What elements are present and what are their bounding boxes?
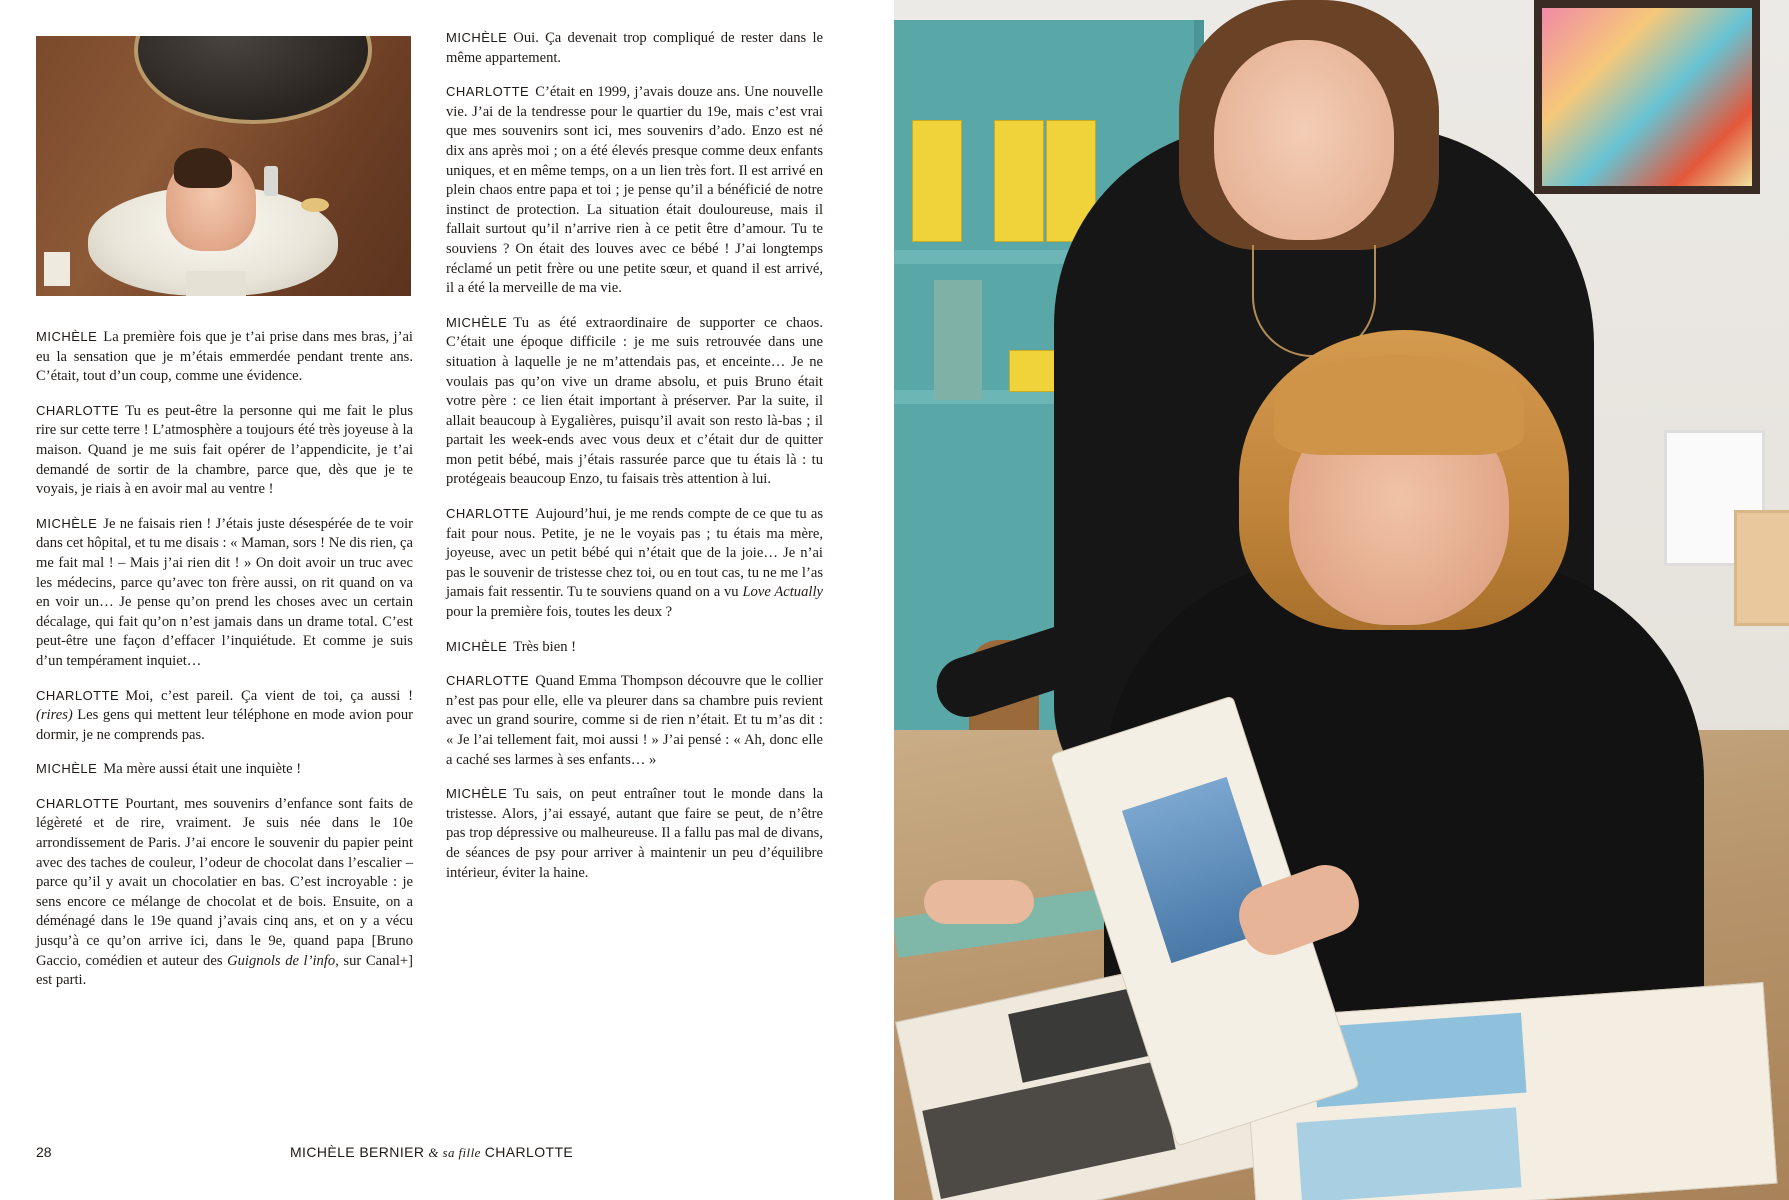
baby-hair (174, 148, 232, 188)
dialogue-paragraph (446, 637, 823, 658)
right-page-photo (894, 0, 1789, 1200)
film-title: Love Actually (742, 584, 823, 601)
speaker-label: MICHÈLE (446, 30, 508, 45)
dialogue-text: Les gens qui mettent leur téléphone en mode avion pour dormir, je ne comprends pas. (36, 707, 413, 743)
dialogue-text: Moi, c’est pareil. Ça vient de toi, ça aussi ! (125, 687, 413, 704)
speaker-label: CHARLOTTE (446, 506, 530, 522)
album-photo (1296, 1107, 1521, 1200)
dialogue-text: pour la première fois, toutes les deux ? (446, 604, 673, 621)
dialogue-text: C’était en 1999, j’avais douze ans. Une nouvelle vie. J’ai de la tendresse pour le quartier du 19e, mais c’est vrai que mes souvenirs sont ici, mes souvenirs d’ado. Enzo est né dix ans après moi ; on a été élevés presque comme deux enfants uniques, et en même temps, on a un lien très fort. Il est arrivé en plein chaos entre papa et toi ; je pense qu’il a bénéficié de notre instinct de protection. La situation était douloureuse, mais il fallait surtout qu’il n’arrive rien à ce petit être d’amour. Tu te souviens ? On était des louves avec ce bébé ! J’ai longtemps réclamé un petit frère ou une petite sœur, et quand il est arrivé, il a été la merveille de ma vie. (446, 84, 823, 297)
dialogue-text: Tu as été extraordinaire de supporter ce chaos. C’était une époque difficile : je me suis retrouvée dans une situation à laquelle je ne m’attendais pas, et enceinte… Je ne voulais pas qu’on vive un drame absolu, et puis Bruno était votre père : ce lien était important à préserver. Par la suite, il allait beaucoup à Eygalières, puisqu’il avait son resto là-bas ; il partait les week-ends avec vous deux et c’était dur de quitter mon petit bébé, mais j’étais rassurée parce que tu étais là : tu protégeais beaucoup Enzo, tu faisais très attention à lui. (446, 314, 823, 488)
text-column-left (36, 327, 413, 1005)
stage-direction: (rires) (36, 707, 73, 724)
yellow-binder (994, 120, 1044, 242)
speaker-label: CHARLOTTE (36, 402, 120, 418)
dialogue-text: Aujourd’hui, je me rends compte de ce que tu as fait pour nous. Petite, je ne le voyais pas ; tu étais ma mère, joyeuse, avec un petit bébé qui n’était que de la joie… Je n’ai pas le souvenir de tristesse chez toi, ou en tout cas, tu ne me l’as jamais fait ressentir. Tu te souviens quand on a vu (446, 506, 823, 601)
dialogue-text: Tu sais, on peut entraîner tout le monde dans la tristesse. Alors, j’ai essayé, autant que faire se peut, de n’être pas trop dépressive ou malheureuse. Il a fallu pas mal de divans, de séances de psy pour arriver à maintenir un peu d’équilibre intérieur, éviter la haine. (446, 786, 823, 881)
dialogue-text: Très bien ! (513, 638, 576, 655)
paper-roll (44, 252, 70, 286)
left-page (0, 0, 894, 1200)
speaker-label: CHARLOTTE (36, 795, 120, 811)
speaker-label: MICHÈLE (36, 761, 98, 777)
speaker-label: CHARLOTTE (36, 687, 120, 703)
dialogue-paragraph (36, 514, 413, 672)
childhood-bath-photo (36, 36, 411, 296)
speaker-label: CHARLOTTE (446, 673, 530, 689)
speaker-label: MICHÈLE (36, 329, 98, 344)
photo-frames (1664, 430, 1789, 650)
standing-woman-face (1214, 40, 1394, 240)
mirror (134, 36, 372, 124)
basin-pedestal (186, 271, 246, 296)
dialogue-text: La première fois que je t’ai prise dans mes bras, j’ai eu la sensation que je m’étais emmerdée pendant trente ans. C’était, tout d’un coup, comme une évidence. (36, 329, 413, 385)
yellow-box (1009, 350, 1059, 392)
yellow-binder (912, 120, 962, 242)
dialogue-paragraph (446, 82, 823, 299)
dialogue-paragraph (446, 784, 823, 883)
dialogue-paragraph (446, 313, 823, 490)
speaker-label: MICHÈLE (36, 515, 98, 531)
dialogue-paragraph (36, 327, 413, 387)
running-title (290, 1144, 573, 1161)
dialogue-text: Oui. Ça devenait trop compliqué de rester dans le même appartement. (446, 30, 823, 66)
storage-box (934, 280, 982, 400)
dialogue-paragraph (36, 759, 413, 780)
photo-frame (1734, 510, 1789, 626)
dialogue-text: Je ne faisais rien ! J’étais juste désespérée de te voir dans cet hôpital, et tu me disais : « Maman, sors ! Ne dis rien, ça me fait mal ! – Mais j’ai rien dit ! » On doit avoir un truc avec les médecins, parce qu’avec ton frère aussi, on rit quand on va en voir un… Je pense qu’on prend les choses avec un certain décalage, qui fait qu’on n’est jamais dans un drame total. C’est peut-être une façon d’effacer l’inquiétude. Et comme je suis d’un tempérament inquiet… (36, 515, 413, 669)
standing-woman-hand (924, 880, 1034, 924)
dialogue-text: Quand Emma Thompson découvre que le collier n’est pas pour elle, elle va pleurer dans sa chambre puis revient avec un grand sourire, comme si de rien n’était. Et tu m’as dit : « Je l’ai tellement fait, moi aussi ! » J’ai pensé : « Ah, donc elle a caché ses larmes à ses enfants… » (446, 673, 823, 768)
show-title: Guignols de l’info (227, 952, 336, 969)
dialogue-paragraph (36, 401, 413, 500)
page-number: 28 (36, 1144, 52, 1160)
speaker-label: MICHÈLE (446, 638, 508, 654)
running-title-name: MICHÈLE BERNIER (290, 1144, 425, 1160)
soap (301, 198, 329, 212)
dialogue-paragraph (446, 504, 823, 623)
dialogue-paragraph (446, 28, 823, 68)
dialogue-text: , sur Canal+] est parti. (36, 952, 413, 989)
colorful-painting (1534, 0, 1760, 194)
running-title-connector: & sa fille (428, 1145, 481, 1160)
dialogue-paragraph (36, 794, 413, 991)
speaker-label: MICHÈLE (446, 314, 508, 330)
dialogue-text: Tu es peut-être la personne qui me fait le plus rire sur cette terre ! L’atmosphère a toujours été très joyeuse à la maison. Quand je me suis fait opérer de l’appendicite, je t’ai demandé de sortir de la chambre, parce que, dès que je te voyais, je riais à en avoir mal au ventre ! (36, 402, 413, 498)
tap (264, 166, 278, 196)
text-column-right (446, 28, 823, 897)
speaker-label: MICHÈLE (446, 786, 508, 802)
seated-woman-fringe (1274, 355, 1524, 455)
dialogue-paragraph (446, 671, 823, 770)
dialogue-text: Ma mère aussi était une inquiète ! (103, 761, 302, 778)
dialogue-text: Pourtant, mes souvenirs d’enfance sont faits de légèreté et de rire, vraiment. Je suis née dans le 10e arrondissement de Paris. J’ai encore le souvenir du papier peint avec des taches de couleur, l’odeur de chocolat dans l’escalier – parce qu’il y avait un chocolatier en bas. C’est incroyable : je sens encore ce mélange de chocolat et de bois. Ensuite, on a déménagé dans le 19e quand j’avais cinq ans, et on y a vécu jusqu’à ce qu’on arrive ici, dans le 9e, quand papa [Bruno Gaccio, comédien et auteur des (36, 795, 413, 969)
running-title-daughter: CHARLOTTE (484, 1144, 574, 1160)
dialogue-paragraph (36, 686, 413, 746)
speaker-label: CHARLOTTE (446, 84, 530, 100)
